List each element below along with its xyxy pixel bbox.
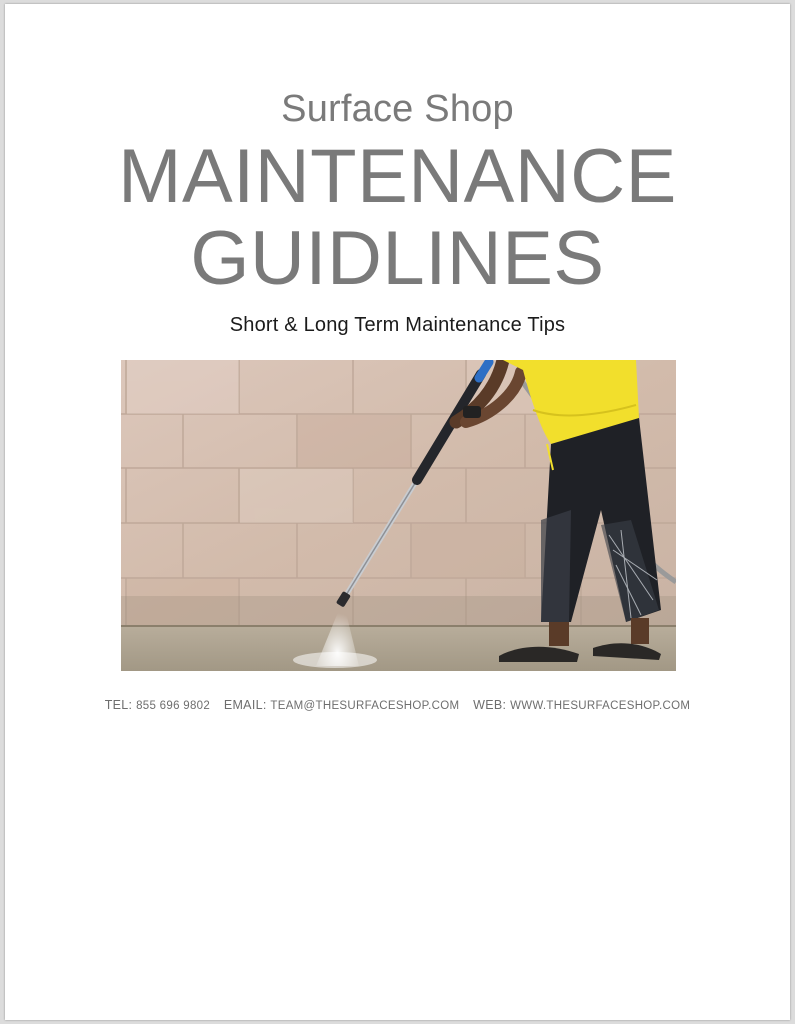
document-page — [5, 4, 790, 1020]
web-label: WEB: — [473, 698, 507, 712]
subtitle: Short & Long Term Maintenance Tips — [229, 314, 566, 336]
pressure-washing-illustration — [121, 360, 676, 671]
cover-photo — [121, 360, 676, 671]
title-line-1: MAINTENANCE — [118, 134, 677, 219]
contact-line — [5, 698, 790, 712]
title-line-2: GUIDLINES — [190, 216, 605, 301]
web-value[interactable]: WWW.THESURFACESHOP.COM — [510, 700, 691, 712]
tel-value: 855 696 9802 — [136, 700, 211, 712]
tel-label: TEL: — [104, 698, 133, 712]
email-label: EMAIL: — [223, 698, 267, 712]
brand-name: Surface Shop — [281, 88, 514, 130]
email-value[interactable]: TEAM@THESURFACESHOP.COM — [270, 700, 460, 712]
